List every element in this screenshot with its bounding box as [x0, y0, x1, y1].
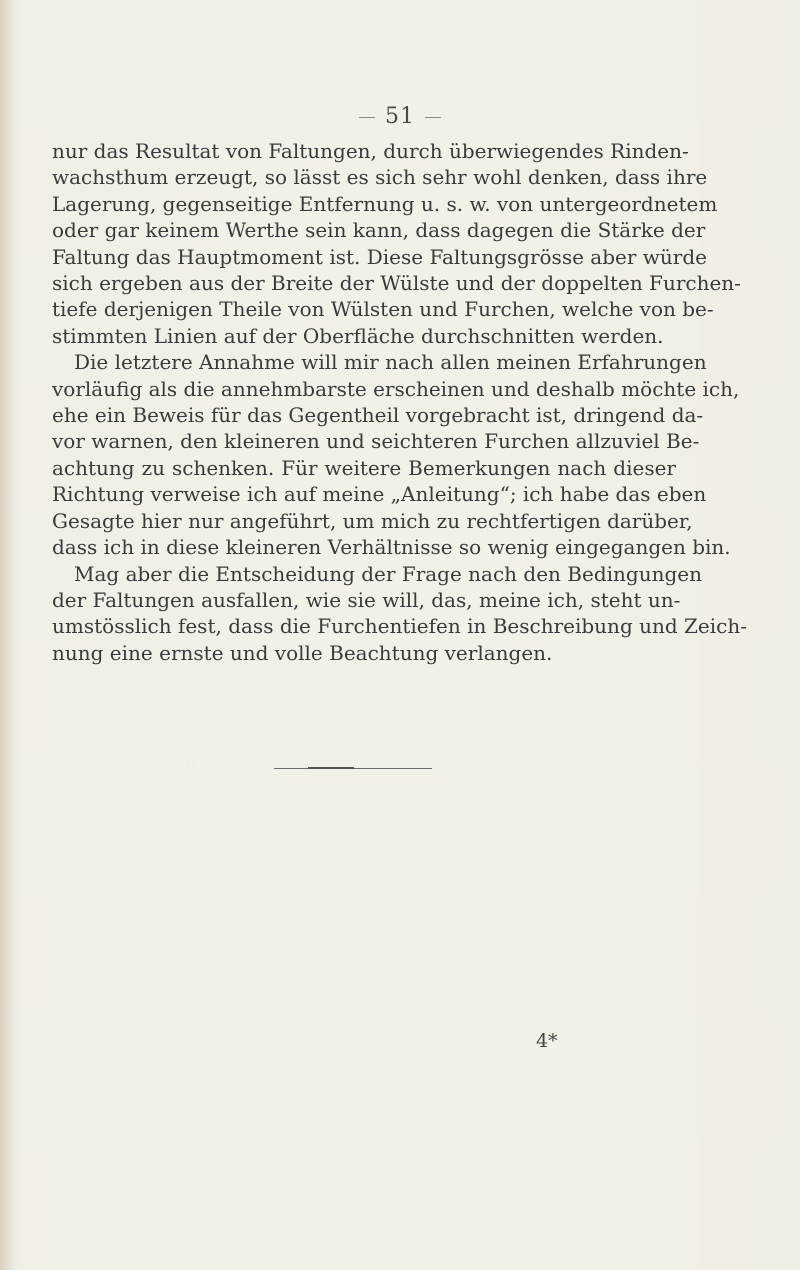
text-line: Gesagte hier nur angeführt, um mich zu rechtfertigen darüber,: [52, 508, 693, 533]
page-header: [0, 104, 800, 129]
text-line: Faltung das Hauptmoment ist. Diese Faltungsgrösse aber würde: [52, 244, 707, 269]
page-number: 51: [385, 104, 415, 129]
body-text: [52, 138, 747, 666]
text-line: vor warnen, den kleineren und seichteren Furchen allzuviel Be-: [52, 429, 700, 454]
text-line: stimmten Linien auf der Oberfläche durchschnitten werden.: [52, 323, 664, 348]
text-line: tiefe derjenigen Theile von Wülsten und Furchen, welche von be-: [52, 297, 714, 322]
text-line: nung eine ernste und volle Beachtung verlangen.: [52, 640, 553, 665]
text-line: oder gar keinem Werthe sein kann, dass dagegen die Stärke der: [52, 218, 706, 243]
header-dash-right: [425, 117, 441, 118]
section-rule-accent: [308, 767, 354, 769]
text-line: ehe ein Beweis für das Gegentheil vorgebracht ist, dringend da-: [52, 403, 704, 428]
text-line: Lagerung, gegenseitige Entfernung u. s. w. von untergeordnetem: [52, 191, 718, 216]
binding-gutter: [0, 0, 14, 1270]
text-line: Die letztere Annahme will mir nach allen meinen Erfahrungen: [74, 350, 707, 375]
text-line: achtung zu schenken. Für weitere Bemerkungen nach dieser: [52, 455, 676, 480]
text-line: Mag aber die Entscheidung der Frage nach den Bedingungen: [74, 561, 702, 586]
signature-mark: 4*: [536, 1030, 558, 1052]
text-line: wachsthum erzeugt, so lässt es sich sehr wohl denken, dass ihre: [52, 165, 708, 190]
text-line: umstösslich fest, dass die Furchentiefen in Beschreibung und Zeich-: [52, 614, 747, 639]
text-line: nur das Resultat von Faltungen, durch überwiegendes Rinden-: [52, 139, 689, 163]
text-line: der Faltungen ausfallen, wie sie will, das, meine ich, steht un-: [52, 587, 681, 612]
text-line: Richtung verweise ich auf meine „Anleitung“; ich habe das eben: [52, 482, 707, 507]
header-dash-left: [359, 117, 375, 118]
section-rule: [274, 768, 432, 769]
text-line: dass ich in diese kleineren Verhältnisse so wenig eingegangen bin.: [52, 535, 731, 560]
text-line: vorläufig als die annehmbarste erscheinen und deshalb möchte ich,: [52, 376, 740, 401]
text-line: sich ergeben aus der Breite der Wülste und der doppelten Furchen-: [52, 271, 741, 296]
